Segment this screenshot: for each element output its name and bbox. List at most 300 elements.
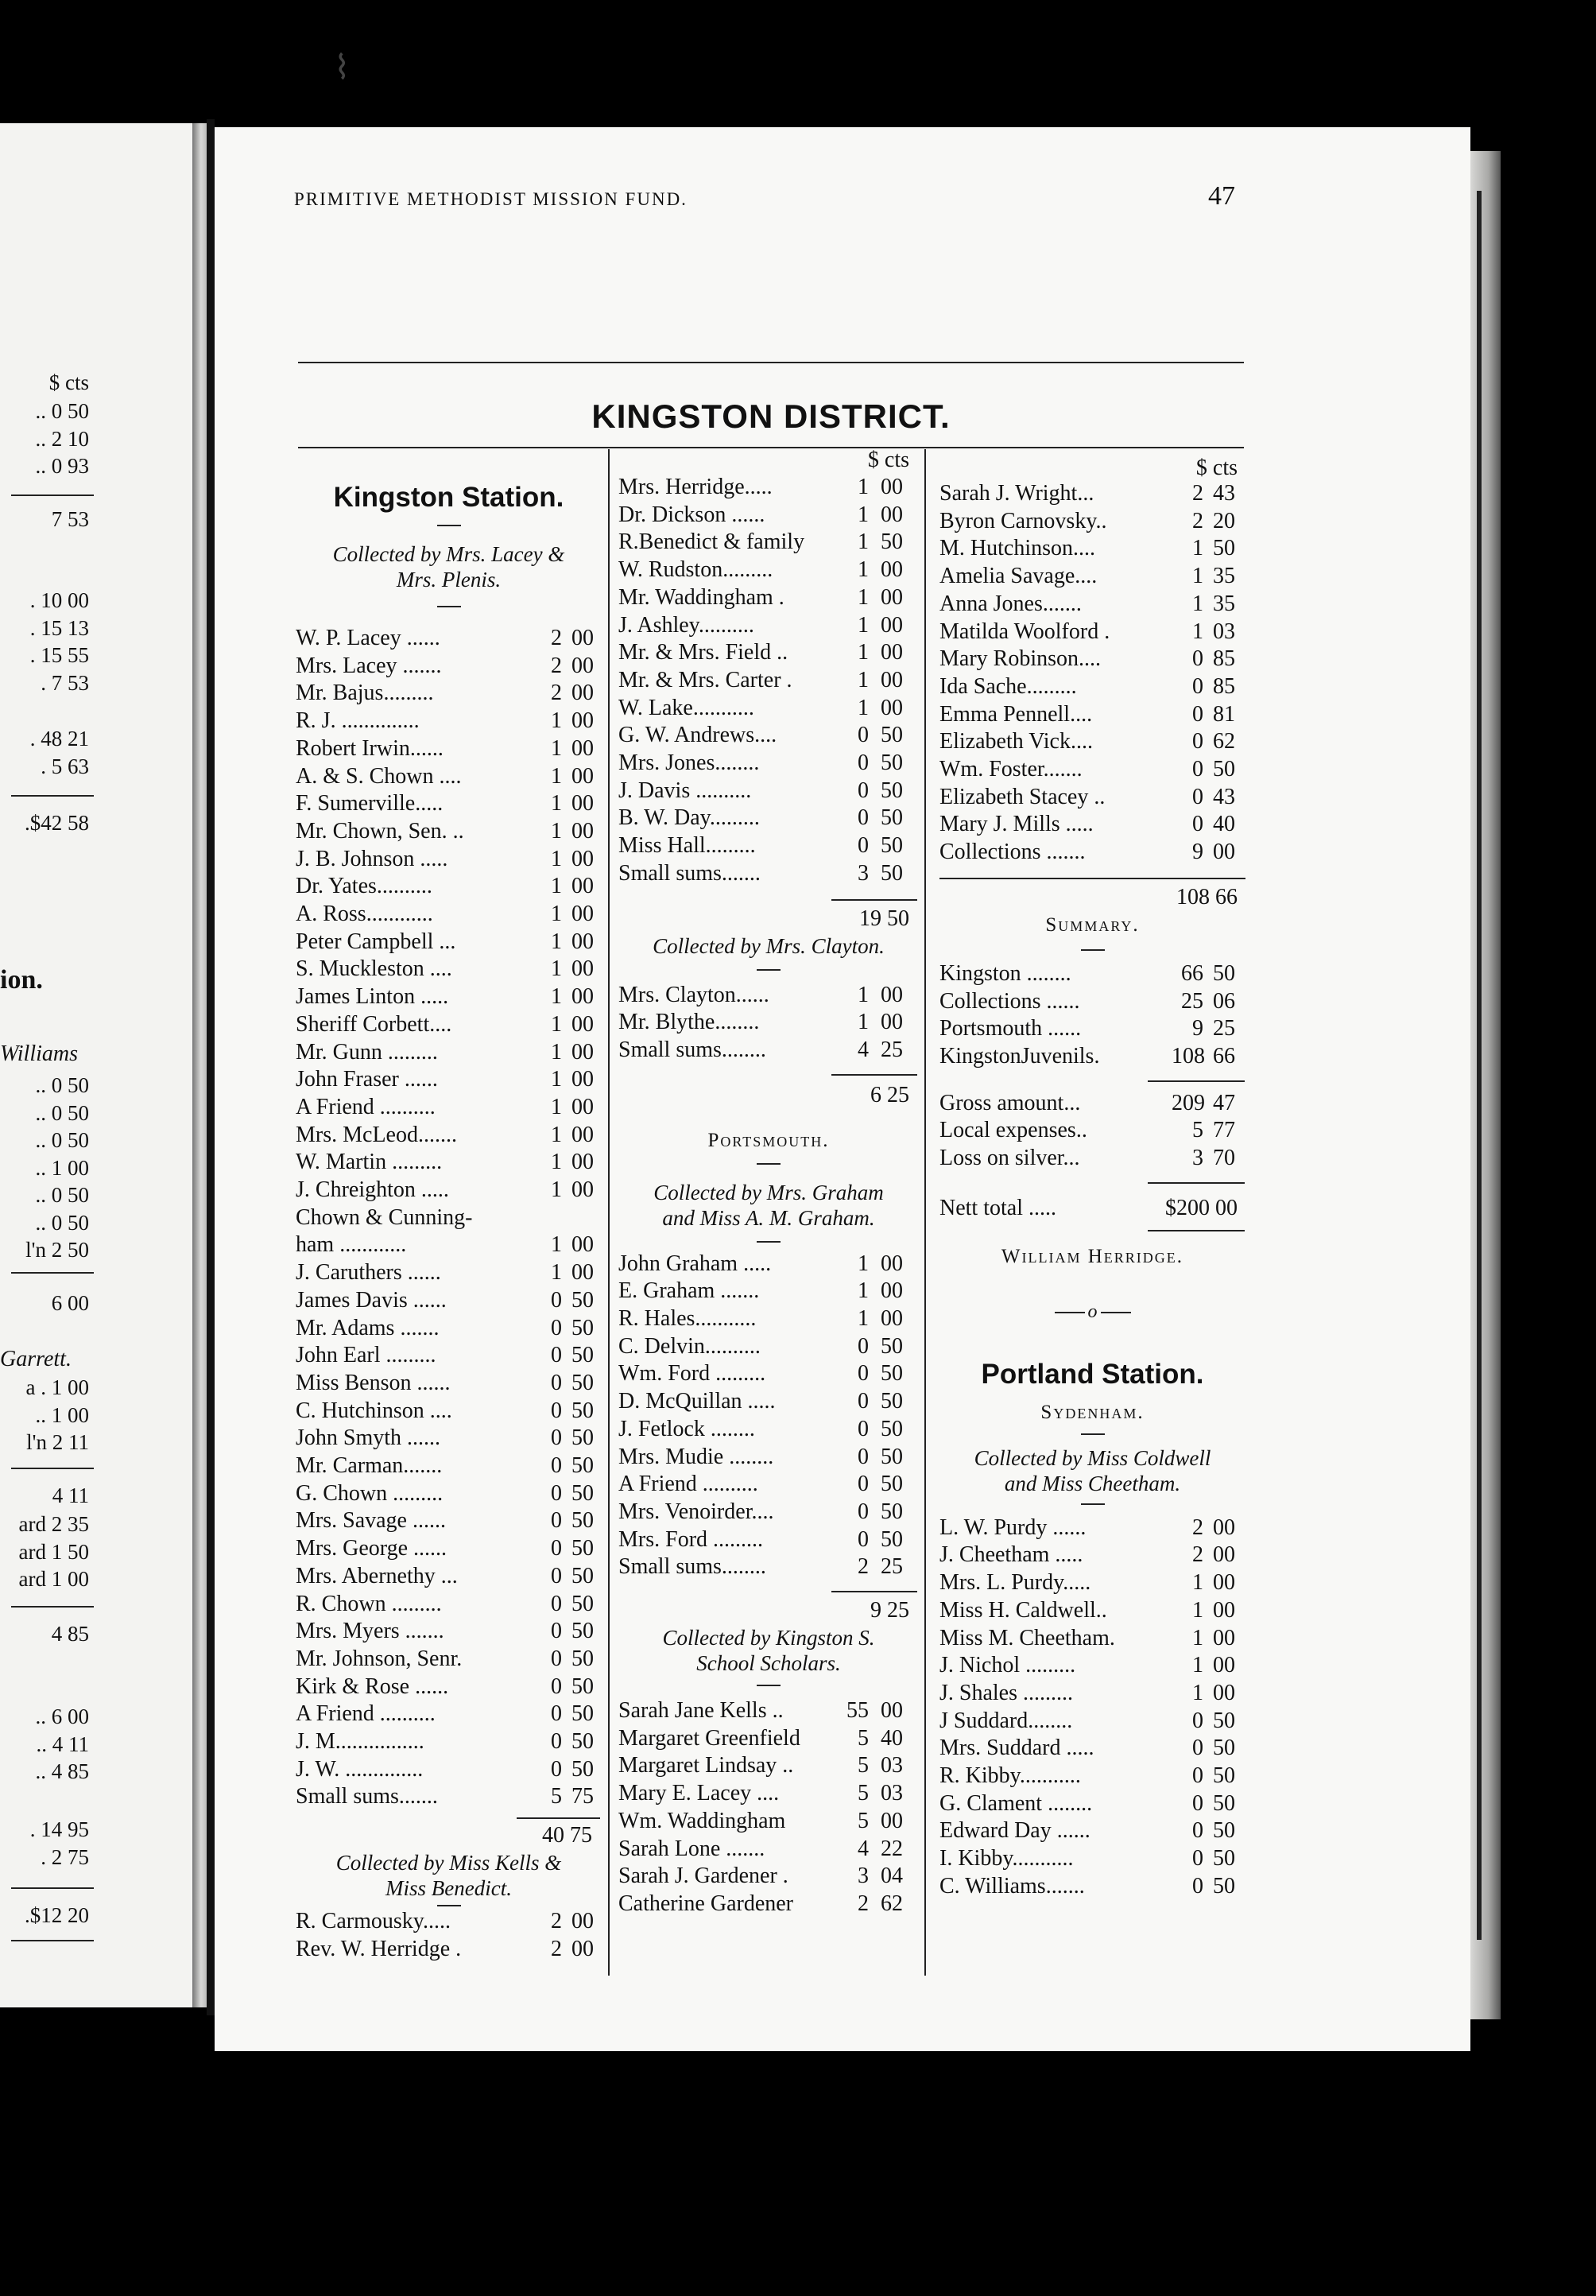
collector-line: School Scholars. (696, 1651, 841, 1675)
entry-name: Sheriff Corbett.... (296, 1011, 452, 1037)
entry-cents: 50 (1213, 536, 1235, 561)
entry-dollars: 2 (551, 626, 562, 650)
collector-line: Miss Benedict. (385, 1876, 512, 1901)
entry-dollars: 1 (1192, 619, 1203, 644)
entry-name: Miss Hall......... (618, 833, 756, 859)
entry-row (618, 474, 919, 501)
signature: William Herridge. (1001, 1245, 1184, 1267)
entry-name: Matilda Woolford . (939, 619, 1110, 644)
entry-cents: 50 (571, 1287, 594, 1313)
entry-name: Mary J. Mills ..... (939, 812, 1094, 837)
entry-cents: 50 (881, 805, 903, 831)
entry-row (618, 529, 919, 556)
entry-dollars: 2 (1192, 508, 1203, 533)
entry-dollars: 5 (858, 1725, 869, 1751)
entry-row (296, 1646, 602, 1673)
entry-row (296, 1011, 602, 1038)
entry-row (296, 1370, 602, 1397)
entry-dollars: 1 (551, 735, 562, 761)
collector-line: Mrs. Plenis. (396, 568, 502, 591)
entry-row (618, 1305, 919, 1332)
entry-cents: 00 (571, 1260, 594, 1286)
entry-row (296, 1287, 602, 1314)
entry-row (618, 612, 919, 639)
collector-line: Collected by Mrs. Lacey & (332, 542, 565, 566)
entry-name: D. McQuillan ..... (618, 1389, 776, 1414)
entry-row (296, 1177, 602, 1204)
entry-name: Wm. Waddingham (618, 1808, 786, 1833)
entry-row (618, 1863, 919, 1890)
entry-row (618, 1416, 919, 1443)
entry-dollars: 1 (858, 982, 869, 1007)
entry-name: Mrs. Savage ...... (296, 1508, 446, 1534)
entry-name: R. Carmousky..... (296, 1909, 451, 1934)
short-dash (757, 1685, 781, 1686)
entry-dollars: 0 (551, 1370, 562, 1395)
entry-cents: 00 (881, 1698, 903, 1723)
entry-row (296, 1507, 602, 1534)
entry-row (618, 1360, 919, 1387)
entry-dollars: 0 (1192, 673, 1203, 699)
fragment-row: $ cts (48, 370, 89, 394)
entry-name: Mrs. Venoirder.... (618, 1499, 774, 1524)
pen-mark: ⌇ (334, 50, 351, 87)
entry-cents: 50 (881, 529, 903, 555)
entry-name: Mr. Carman....... (296, 1453, 443, 1478)
entry-cents: 50 (881, 1444, 903, 1469)
entry-dollars: 0 (858, 778, 869, 803)
short-dash (757, 1241, 781, 1243)
entry-cents: 75 (571, 1784, 594, 1809)
entry-dollars: 4 (858, 1037, 869, 1062)
fragment-rule (11, 795, 94, 797)
entry-row (939, 728, 1245, 755)
entry-row (939, 535, 1245, 562)
entry-dollars: 1 (858, 1306, 869, 1331)
entry-row (939, 591, 1245, 618)
entry-cents: 50 (881, 1361, 903, 1387)
entry-cents: 50 (881, 1333, 903, 1359)
entry-dollars: 0 (858, 1472, 869, 1497)
entry-cents: 00 (571, 956, 594, 982)
entry-dollars: 1 (858, 1278, 869, 1304)
entry-cents: 00 (1213, 1515, 1235, 1540)
entry-dollars: 0 (858, 805, 869, 831)
entry-cents: 43 (1213, 481, 1235, 506)
entry-cents: 00 (571, 1936, 594, 1961)
entry-dollars: 2 (551, 1909, 562, 1934)
entry-name: J. Davis .......... (618, 778, 752, 803)
entry-row (296, 1342, 602, 1369)
entry-cents: 50 (1213, 1763, 1235, 1788)
cts-header: $ cts (1195, 456, 1238, 480)
entry-cents: 50 (571, 1701, 594, 1727)
entry-cents: 66 (1213, 1043, 1235, 1068)
entry-cents: 22 (881, 1836, 903, 1861)
entry-dollars: 0 (551, 1729, 562, 1754)
entry-name: Miss H. Caldwell.. (939, 1597, 1107, 1623)
fragment-row: 7 53 (51, 507, 89, 531)
entry-cents: 00 (881, 557, 903, 583)
entry-cents: 85 (1213, 646, 1235, 672)
entry-row (939, 1015, 1245, 1042)
entry-dollars: 1 (1192, 1597, 1203, 1623)
entry-cents: 50 (1213, 1873, 1235, 1898)
entry-row (618, 805, 919, 832)
entry-name: Mr. Blythe........ (618, 1010, 760, 1035)
fragment-row: .. 1 00 (35, 1402, 89, 1427)
entry-dollars: 1 (858, 475, 869, 499)
entry-name: Kingston ........ (939, 960, 1071, 986)
entry-name: Dr. Dickson ...... (618, 502, 765, 527)
fragment-rule (11, 1940, 94, 1941)
entry-name: G. W. Andrews.... (618, 723, 777, 748)
entry-dollars: 1 (858, 640, 869, 665)
ornament (939, 1298, 1245, 1325)
entry-cents: 50 (571, 1315, 594, 1340)
sum-rule (831, 1591, 917, 1592)
fragment-row: l'n 2 50 (25, 1238, 89, 1262)
entry-cents: 00 (1213, 1625, 1235, 1650)
entry-dollars: 1 (551, 818, 562, 844)
entry-name: Collections ...... (939, 988, 1080, 1014)
ornament-rule-left (1055, 1312, 1085, 1313)
entry-name: S. Muckleston .... (296, 956, 452, 982)
entry-dollars: 0 (551, 1619, 562, 1644)
fragment-rule (11, 1468, 94, 1469)
entry-cents: 00 (571, 708, 594, 734)
entry-cents: 62 (881, 1891, 903, 1916)
entry-name: J. B. Johnson ..... (296, 846, 448, 871)
fragment-row: .. 6 00 (35, 1705, 89, 1728)
fragment-row: .. 0 50 (35, 399, 89, 423)
entry-dollars: 0 (551, 1563, 562, 1588)
heading-fragment: ion. (0, 965, 43, 995)
entry-dollars: 0 (1192, 1818, 1203, 1844)
entry-dollars: 1 (551, 1232, 562, 1258)
entry-cents: 50 (881, 1416, 903, 1441)
entry-row (618, 778, 919, 805)
entry-row (618, 557, 919, 584)
entry-row (296, 625, 602, 652)
entry-name: Mr. Gunn ......... (296, 1039, 438, 1065)
collector-line: Collected by Miss Kells & (335, 1851, 562, 1875)
entry-row (939, 480, 1245, 507)
entry-row (296, 1094, 602, 1121)
entry-name: Mr. Johnson, Senr. (296, 1646, 463, 1671)
entry-name: Mrs. Myers ....... (296, 1619, 444, 1644)
fragment-row: .. 0 50 (35, 1183, 89, 1207)
entry-row (939, 1542, 1245, 1569)
entry-dollars: 2 (858, 1554, 869, 1580)
entry-cents: 00 (881, 1808, 903, 1833)
entry-cents: 00 (1213, 840, 1235, 865)
entry-dollars: 0 (1192, 729, 1203, 754)
entry-cents: 00 (571, 626, 594, 650)
entry-row (939, 1790, 1245, 1817)
entry-row (296, 1452, 602, 1480)
entry-row (618, 502, 919, 529)
entry-name: J. Cheetham ..... (939, 1542, 1083, 1568)
entry-name: Margaret Lindsay .. (618, 1753, 794, 1778)
entry-name: Kirk & Rose ...... (296, 1674, 449, 1699)
entry-row (618, 1009, 919, 1036)
entry-dollars: 0 (1192, 812, 1203, 837)
subtotal: 9 25 (870, 1598, 909, 1623)
entry-cents: 50 (571, 1480, 594, 1506)
cts-header: $ cts (867, 448, 909, 472)
entry-name: J. M................ (296, 1729, 424, 1754)
subtotal: 6 25 (870, 1082, 909, 1107)
entry-row (939, 563, 1245, 590)
entry-cents: 50 (571, 1398, 594, 1423)
entry-cents: 50 (571, 1536, 594, 1561)
entry-dollars: 9 (1192, 840, 1203, 865)
entry-row (618, 639, 919, 666)
entry-cents: 04 (881, 1864, 903, 1889)
entry-row (296, 1728, 602, 1755)
entry-row (618, 1836, 919, 1863)
entry-dollars: 1 (551, 708, 562, 734)
entry-cents: 50 (1213, 1708, 1235, 1733)
entry-row (939, 1708, 1245, 1735)
entry-cents: 50 (1213, 1736, 1235, 1761)
entry-dollars: 0 (1192, 784, 1203, 809)
fragment-row: .. 0 50 (35, 1100, 89, 1125)
entry-dollars: 2 (551, 653, 562, 678)
entry-name: Mrs. Jones........ (618, 750, 760, 775)
entry-name: A Friend .......... (296, 1094, 436, 1119)
entry-name: E. Graham ....... (618, 1278, 760, 1304)
entry-name: G. Clament ........ (939, 1790, 1093, 1816)
entry-dollars: 1 (551, 846, 562, 871)
sum-rule (1148, 1182, 1245, 1184)
entry-cents: 00 (881, 502, 903, 527)
entry-dollars: 66 (1181, 960, 1203, 986)
entry-name: C. Delvin.......... (618, 1333, 761, 1359)
entry-dollars: 1 (858, 667, 869, 692)
entry-name: J. Chreighton ..... (296, 1177, 449, 1202)
entry-cents: 00 (1213, 1570, 1235, 1596)
entry-name: A Friend .......... (618, 1472, 758, 1497)
entry-name: Mrs. George ...... (296, 1536, 447, 1561)
entry-cents: 50 (881, 833, 903, 859)
fragment-row: .$42 58 (25, 811, 89, 835)
entry-dollars: 0 (551, 1398, 562, 1423)
entry-dollars: 0 (858, 1361, 869, 1387)
entry-row (296, 1674, 602, 1701)
entry-row (939, 1845, 1245, 1872)
subtotal: 40 75 (542, 1823, 592, 1848)
entry-dollars: 0 (551, 1591, 562, 1616)
entry-cents: 50 (881, 778, 903, 803)
entry-dollars: 9 (1192, 1016, 1203, 1041)
entry-row (296, 1908, 602, 1935)
fragment-row: . 10 00 (29, 588, 89, 612)
entry-cents: 00 (571, 1232, 594, 1258)
entry-dollars: 1 (551, 791, 562, 816)
entry-dollars: 5 (551, 1784, 562, 1809)
entry-name: John Graham ..... (618, 1251, 772, 1276)
entry-cents: 00 (571, 902, 594, 926)
column-divider-2 (924, 449, 926, 1976)
sydenham-heading: Sydenham. (1040, 1401, 1145, 1423)
entry-row (296, 1591, 602, 1618)
entry-dollars: 55 (846, 1698, 869, 1723)
entry-cents: 00 (571, 1039, 594, 1065)
entry-name: Mr. Chown, Sen. .. (296, 818, 464, 844)
entry-row (618, 1526, 919, 1553)
ornament-rule-right (1101, 1312, 1131, 1313)
entry-dollars: 25 (1181, 988, 1203, 1014)
entry-cents: 50 (881, 1472, 903, 1497)
entry-cents: 62 (1213, 729, 1235, 754)
entry-name: Chown & Cunning- (296, 1204, 473, 1230)
entry-name: Byron Carnovsky.. (939, 508, 1107, 533)
entry-name: Elizabeth Stacey .. (939, 784, 1106, 809)
entry-name: Loss on silver... (939, 1146, 1080, 1170)
entry-row (618, 667, 919, 694)
entry-dollars: 1 (551, 763, 562, 789)
nett-total-row (939, 1195, 1245, 1222)
fragment-row: .. 1 00 (35, 1155, 89, 1180)
entry-dollars: 0 (1192, 1846, 1203, 1871)
entry-cents: 47 (1213, 1090, 1235, 1115)
portsmouth-heading: Portsmouth. (707, 1129, 830, 1151)
entry-cents: 03 (1213, 619, 1235, 644)
entry-dollars: 1 (551, 1067, 562, 1092)
collector-line: Collected by Miss Coldwell (974, 1445, 1211, 1470)
entry-name: R. Chown ......... (296, 1591, 442, 1616)
entry-name: Mrs. Clayton...... (618, 982, 769, 1007)
entry-dollars: 0 (1192, 1763, 1203, 1788)
collector-line: Collected by Mrs. Graham (653, 1180, 884, 1204)
entry-cents: 00 (571, 735, 594, 761)
entry-dollars: 0 (858, 1416, 869, 1441)
entry-row (939, 1043, 1245, 1070)
entry-name: Emma Pennell.... (939, 701, 1093, 727)
entry-cents: 50 (881, 723, 903, 748)
fragment-row: .. 0 50 (35, 1128, 89, 1152)
entry-dollars: 1 (551, 984, 562, 1010)
entry-row (296, 790, 602, 817)
fragment-row: . 14 95 (29, 1817, 89, 1841)
entry-cents: 50 (571, 1729, 594, 1754)
short-dash (1081, 1433, 1105, 1435)
entry-row (939, 1515, 1245, 1542)
left-page-fold (192, 123, 207, 2007)
entry-name: Mrs. L. Purdy..... (939, 1570, 1091, 1596)
entry-row (618, 1697, 919, 1724)
short-dash (757, 1163, 781, 1165)
entry-name: J. Shales ......... (939, 1680, 1073, 1705)
short-dash (437, 606, 461, 607)
entry-dollars: 0 (551, 1674, 562, 1699)
entry-cents: 00 (571, 1067, 594, 1092)
entry-row (939, 508, 1245, 535)
entry-row (296, 1149, 602, 1176)
entry-cents: 35 (1213, 564, 1235, 589)
entry-name: Mr. Waddingham . (618, 584, 784, 610)
entry-dollars: 5 (858, 1808, 869, 1833)
entry-row (618, 1471, 919, 1498)
entry-dollars: 3 (1192, 1146, 1203, 1170)
entry-row (296, 846, 602, 873)
entry-name: Miss Benson ...... (296, 1370, 451, 1395)
fragment-row: ard 1 50 (18, 1539, 89, 1564)
entry-dollars: 5 (858, 1781, 869, 1806)
entry-dollars: 0 (551, 1425, 562, 1451)
fragment-row: .$12 20 (25, 1903, 89, 1927)
entry-dollars: 1 (551, 1122, 562, 1147)
entry-row (296, 1480, 602, 1507)
entry-name: Mrs. Ford ......... (618, 1526, 764, 1552)
entry-name: I. Kibby........... (939, 1846, 1074, 1871)
entry-dollars: 1 (551, 1150, 562, 1175)
entry-cents: 03 (881, 1753, 903, 1778)
entry-dollars: 1 (551, 956, 562, 982)
fragment-row: 4 11 (52, 1483, 89, 1507)
entry-name: Gross amount... (939, 1090, 1081, 1115)
district-title: KINGSTON DISTRICT. (591, 398, 951, 435)
entry-name: ham ............ (296, 1232, 407, 1258)
entry-name: R. Kibby........... (939, 1763, 1081, 1788)
entry-name: Mrs. Abernethy ... (296, 1563, 458, 1588)
entry-name: Wm. Ford ......... (618, 1361, 766, 1387)
entry-dollars: 1 (858, 584, 869, 610)
entry-name: C. Williams....... (939, 1873, 1085, 1898)
entry-row (939, 619, 1245, 646)
entry-row (296, 1783, 602, 1810)
entry-dollars: 0 (1192, 1790, 1203, 1816)
entry-row (296, 901, 602, 928)
entry-row (296, 1756, 602, 1783)
entry-row (296, 818, 602, 845)
entry-name: Amelia Savage.... (939, 564, 1098, 589)
entry-cents: 50 (571, 1370, 594, 1395)
short-dash (1081, 949, 1105, 951)
entry-cents: 00 (571, 1177, 594, 1202)
entry-row (618, 1251, 919, 1278)
entry-name: M. Hutchinson.... (939, 536, 1095, 561)
entry-dollars: 3 (858, 860, 869, 886)
entry-cents: 00 (571, 653, 594, 678)
entry-cents: 00 (881, 1306, 903, 1331)
entry-row (939, 1680, 1245, 1707)
entry-dollars: 0 (1192, 757, 1203, 781)
entry-cents: 20 (1213, 508, 1235, 533)
subtotal: 19 50 (859, 906, 909, 931)
collector-line: Collected by Kingston S. (662, 1626, 875, 1650)
entry-row (939, 1735, 1245, 1762)
entry-row (296, 1066, 602, 1093)
collector-fragment: Williams (0, 1041, 79, 1066)
entry-row (618, 1752, 919, 1779)
entry-name: Margaret Greenfield (618, 1725, 800, 1751)
fragment-row: .. 0 50 (35, 1073, 89, 1097)
entry-name: KingstonJuvenils. (939, 1043, 1100, 1068)
entry-row (939, 1145, 1245, 1172)
entry-dollars: 0 (551, 1480, 562, 1506)
entry-row (296, 1122, 602, 1149)
fragment-row: ard 1 00 (18, 1567, 89, 1591)
entry-row (939, 811, 1245, 838)
entry-cents: 50 (571, 1619, 594, 1644)
fragment-row: . 15 55 (29, 643, 89, 667)
entry-row (939, 701, 1245, 728)
entry-name: Dr. Yates.......... (296, 874, 432, 899)
entry-name: C. Hutchinson .... (296, 1398, 452, 1423)
